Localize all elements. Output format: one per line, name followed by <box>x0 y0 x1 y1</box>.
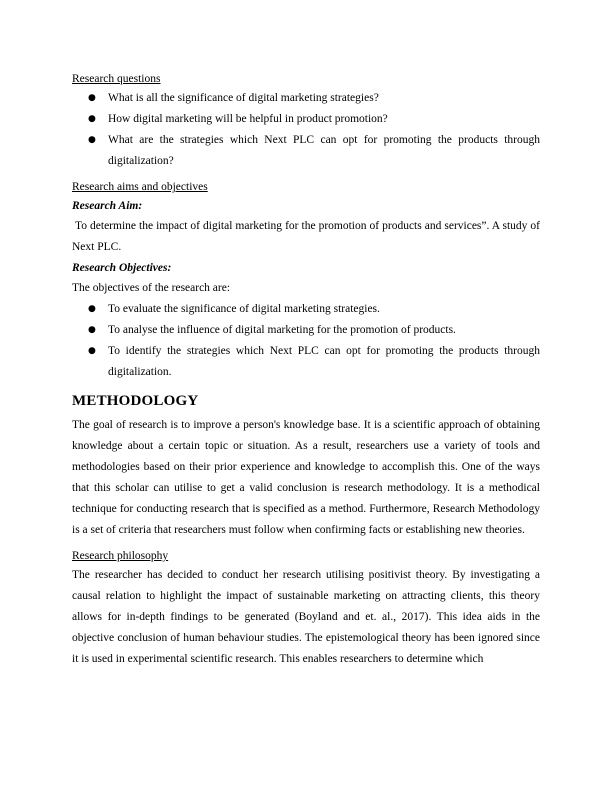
list-item <box>72 130 540 172</box>
philosophy-paragraph: The researcher has decided to conduct her research utilising positivist theory. By investigating a causal relation to highlight the impact of sustainable marketing on attracting clients, this theory allows for in-depth findings to be generated (Boyland and et. al., 2017). This idea aids in the objective conclusion of human behaviour studies. The epistemological theory has been ignored since it is used in experimental scientific research. This enables researchers to determine which <box>72 569 540 665</box>
bullet-icon: ● <box>88 325 96 335</box>
list-item-text: To evaluate the significance of digital marketing strategies. <box>108 303 380 315</box>
philosophy-heading: Research philosophy <box>72 550 169 562</box>
methodology-heading: METHODOLOGY <box>72 393 199 409</box>
list-item <box>72 88 540 109</box>
list-item-text: How digital marketing will be helpful in product promotion? <box>108 113 388 125</box>
research-questions-list <box>72 88 540 172</box>
document-page <box>72 70 543 670</box>
bullet-icon: ● <box>88 93 96 103</box>
list-item <box>72 320 540 341</box>
research-aim-label: Research Aim: <box>72 200 143 212</box>
methodology-paragraph: The goal of research is to improve a person's knowledge base. It is a scientific approach of obtaining knowledge about a certain topic or situation. As a result, researchers use a variety of tools and methodologies based on their prior experience and knowledge to accomplish this. One of the ways that this scholar can utilise to get a valid conclusion is research methodology. It is a methodical technique for conducting research that is specified as a method. Furthermore, Research Methodology is a set of criteria that researchers must follow when confirming facts or establishing new theories. <box>72 419 540 536</box>
bullet-icon: ● <box>88 114 96 124</box>
bullet-icon: ● <box>88 304 96 314</box>
research-objectives-list <box>72 299 540 383</box>
list-item-text: To analyse the influence of digital marketing for the promotion of products. <box>108 324 456 336</box>
list-item <box>72 299 540 320</box>
bullet-icon: ● <box>88 135 96 145</box>
research-objectives-label: Research Objectives: <box>72 262 172 274</box>
objectives-intro: The objectives of the research are: <box>72 282 231 294</box>
bullet-icon: ● <box>88 346 96 356</box>
list-item-text: To identify the strategies which Next PLC can opt for promoting the products through digitalization. <box>108 345 540 378</box>
research-questions-heading: Research questions <box>72 73 161 85</box>
list-item <box>72 109 540 130</box>
list-item-text: What is all the significance of digital marketing strategies? <box>108 92 379 104</box>
research-aim-text: To determine the impact of digital marketing for the promotion of products and services”. A study of Next PLC. <box>72 220 543 253</box>
list-item <box>72 341 540 383</box>
aims-objectives-heading: Research aims and objectives <box>72 181 208 193</box>
list-item-text: What are the strategies which Next PLC can opt for promoting the products through digitalization? <box>108 134 540 167</box>
